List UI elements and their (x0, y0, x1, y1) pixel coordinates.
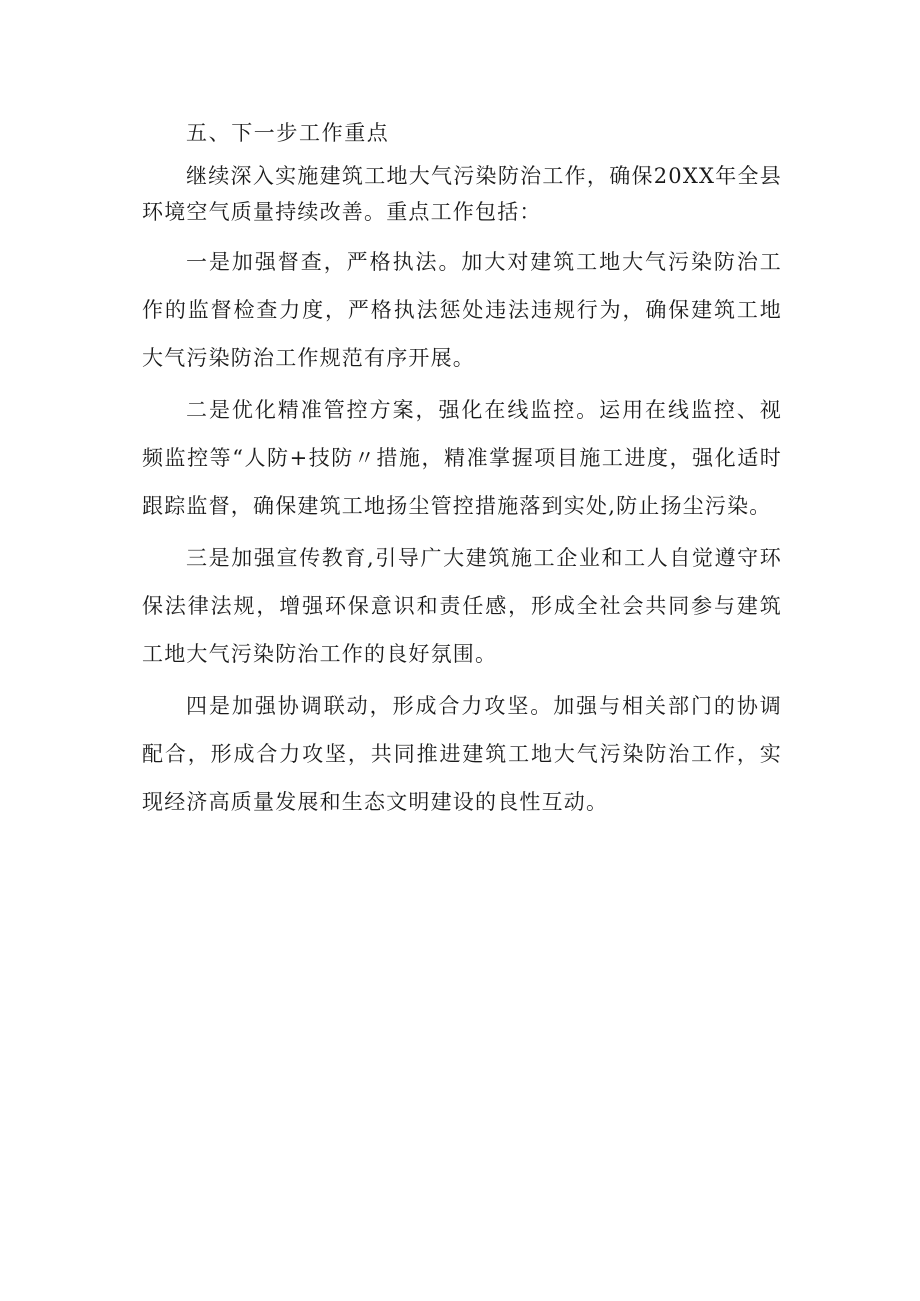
paragraph-supervision: 一是加强督查，严格执法。加大对建筑工地大气污染防治工作的监督检查力度，严格执法惩处违法违规行为，确保建筑工地大气污染防治工作规范有序开展。 (142, 250, 782, 370)
paragraph-monitoring: 二是优化精准管控方案，强化在线监控。运用在线监控、视频监控等“人防+技防〃措施，精准掌握项目施工进度，强化适时跟踪监督，确保建筑工地扬尘管控措施落到实处,防止扬尘污染。 (142, 398, 782, 518)
document-body (142, 110, 782, 830)
paragraph-intro: 继续深入实施建筑工地大气污染防治工作，确保20XX年全县环境空气质量持续改善。重点工作包括： (142, 164, 782, 224)
paragraph-publicity: 三是加强宣传教育,引导广大建筑施工企业和工人自觉遵守环保法律法规，增强环保意识和责任感，形成全社会共同参与建筑工地大气污染防治工作的良好氛围。 (142, 546, 782, 666)
section-heading: 五、下一步工作重点 (186, 121, 390, 145)
paragraph-coordination: 四是加强协调联动，形成合力攻坚。加强与相关部门的协调配合，形成合力攻坚，共同推进建筑工地大气污染防治工作，实现经济高质量发展和生态文明建设的良性互动。 (142, 694, 782, 814)
